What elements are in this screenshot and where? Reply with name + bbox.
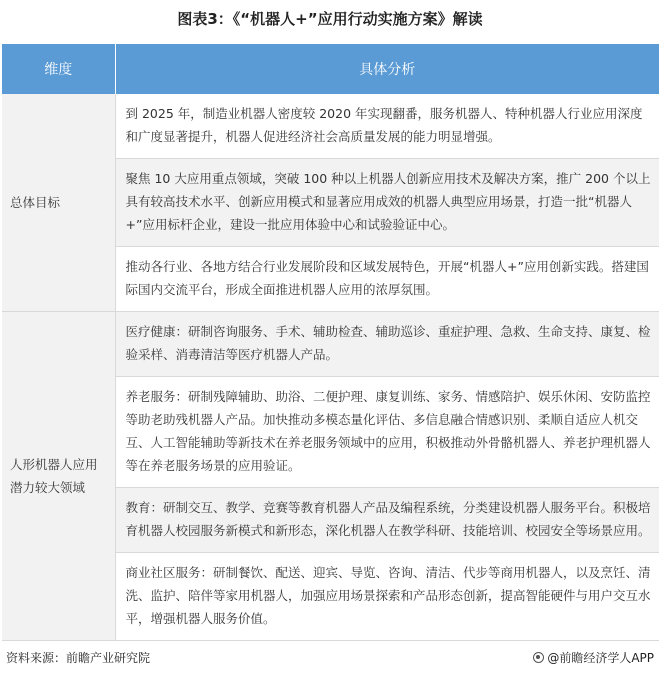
analysis-cell: 医疗健康：研制咨询服务、手术、辅助检查、辅助巡诊、重症护理、急救、生命支持、康复、检验采样、消毒清洁等医疗机器人产品。	[115, 312, 659, 377]
header-dimension: 维度	[2, 44, 115, 94]
brand-logo-icon	[533, 652, 544, 663]
analysis-cell: 聚焦 10 大应用重点领域，突破 100 种以上机器人创新应用技术及解决方案，推广 200 个以上具有较高技术水平、创新应用模式和显著应用成效的机器人典型应用场景，打造一批“机器人+”应用标杆企业，建设一批应用体验中心和试验验证中心。	[115, 159, 659, 247]
analysis-cell: 教育：研制交互、教学、竞赛等教育机器人产品及编程系统，分类建设机器人服务平台。积极培育机器人校园服务新模式和新形态，深化机器人在教学科研、技能培训、校园安全等场景应用。	[115, 488, 659, 553]
table-row	[2, 312, 659, 377]
header-analysis: 具体分析	[115, 44, 659, 94]
analysis-cell: 商业社区服务：研制餐饮、配送、迎宾、导览、咨询、清洁、代步等商用机器人，以及烹饪、清洗、监护、陪伴等家用机器人，加强应用场景探索和产品形态创新，提高智能硬件与用户交互水平，增强机器人服务价值。	[115, 553, 659, 641]
brand-label: @前瞻经济学人APP	[547, 651, 654, 665]
analysis-table	[2, 44, 659, 641]
analysis-cell: 养老服务：研制残障辅助、助浴、二便护理、康复训练、家务、情感陪护、娱乐休闲、安防监控等助老助残机器人产品。加快推动多模态量化评估、多信息融合情感识别、柔顺自适应人机交互、人工智能辅助等新技术在养老服务领域中的应用，积极推动外骨骼机器人、养老护理机器人等在养老服务场景的应用验证。	[115, 377, 659, 488]
table-row	[2, 94, 659, 159]
source-note: 资料来源：前瞻产业研究院	[6, 651, 151, 665]
analysis-cell: 到 2025 年，制造业机器人密度较 2020 年实现翻番，服务机器人、特种机器人行业应用深度和广度显著提升，机器人促进经济社会高质量发展的能力明显增强。	[115, 94, 659, 159]
analysis-cell: 推动各行业、各地方结合行业发展阶段和区域发展特色，开展“机器人+”应用创新实践。搭建国际国内交流平台，形成全面推进机器人应用的浓厚氛围。	[115, 247, 659, 312]
brand-credit	[533, 649, 654, 666]
table-header-row	[2, 44, 659, 94]
page-title: 图表3：《“机器人+”应用行动实施方案》解读	[177, 10, 483, 28]
dimension-cell: 总体目标	[2, 94, 115, 312]
dimension-cell: 人形机器人应用潜力较大领域	[2, 312, 115, 641]
